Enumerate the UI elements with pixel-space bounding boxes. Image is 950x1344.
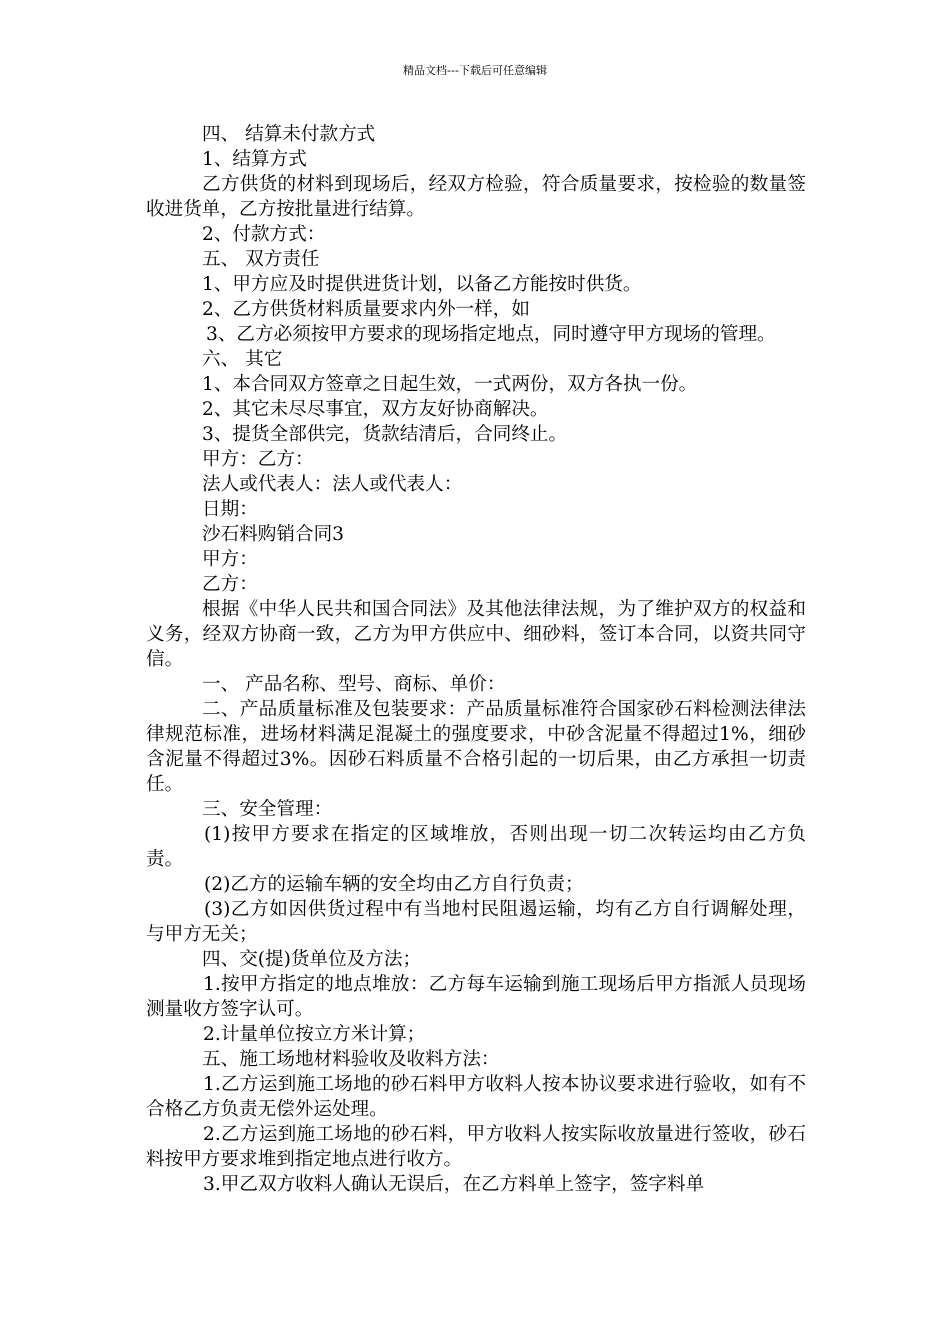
- clause-responsibility-1: 1、甲方应及时提供进货计划，以备乙方能按时供货。: [202, 274, 642, 295]
- clause-safety-1: (1)按甲方要求在指定的区域堆放，否则出现一切二次转运均由乙方负责。: [146, 824, 806, 870]
- contract-title: 沙石料购销合同3: [202, 524, 344, 545]
- clause-settlement-method: 1、结算方式: [202, 149, 307, 170]
- clause-delivery-2: 2.计量单位按立方米计算；: [203, 1024, 426, 1045]
- clause-payment-method: 2、付款方式：: [202, 224, 326, 245]
- signature-representatives: 法人或代表人：法人或代表人：: [202, 474, 463, 495]
- clause-safety-2: (2)乙方的运输车辆的安全均由乙方自行负责；: [204, 874, 584, 895]
- clause-responsibility-3: 3、乙方必须按甲方要求的现场指定地点，同时遵守甲方现场的管理。: [206, 324, 776, 345]
- clause-other-3: 3、提货全部供完，货款结清后，合同终止。: [202, 424, 568, 445]
- clause-responsibility-2: 2、乙方供货材料质量要求内外一样，如: [202, 299, 530, 320]
- paragraph-preamble: 根据《中华人民共和国合同法》及其他法律法规，为了维护双方的权益和义务，经双方协商一致，乙方为甲方供应中、细砂料，签订本合同，以资共同守信。: [146, 599, 806, 670]
- section-heading-acceptance: 五、施工场地材料验收及收料方法：: [202, 1049, 500, 1070]
- clause-safety-3: (3)乙方如因供货过程中有当地村民阻遏运输，均有乙方自行调解处理，与甲方无关；: [146, 899, 806, 945]
- clause-acceptance-1: 1.乙方运到施工场地的砂石料甲方收料人按本协议要求进行验收，如有不合格乙方负责无偿外运处理。: [146, 1074, 806, 1120]
- section-heading-settlement: 四、 结算未付款方式: [202, 124, 376, 145]
- clause-other-1: 1、本合同双方签章之日起生效，一式两份，双方各执一份。: [202, 374, 698, 395]
- section-heading-delivery: 四、交(提)货单位及方法；: [202, 949, 422, 970]
- section-heading-other: 六、 其它: [202, 349, 283, 370]
- party-b: 乙方：: [202, 574, 258, 595]
- clause-other-2: 2、其它未尽尽事宜，双方友好协商解决。: [202, 399, 549, 420]
- section-heading-responsibilities: 五、 双方责任: [202, 249, 320, 270]
- paragraph-settlement-detail: 乙方供货的材料到现场后，经双方检验，符合质量要求，按检验的数量签收进货单，乙方按批量进行结算。: [146, 174, 806, 220]
- signature-parties: 甲方：乙方：: [202, 449, 314, 470]
- clause-delivery-1: 1.按甲方指定的地点堆放：乙方每车运输到施工现场后甲方指派人员现场测量收方签字认可。: [146, 974, 806, 1020]
- signature-date: 日期：: [202, 499, 258, 520]
- document-body: [146, 122, 806, 1197]
- section-heading-product: 一、 产品名称、型号、商标、单价：: [202, 674, 506, 695]
- party-a: 甲方：: [202, 549, 258, 570]
- clause-acceptance-3: 3.甲乙双方收料人确认无误后，在乙方料单上签字，签字料单: [203, 1174, 705, 1195]
- page-header: 精品文档---下载后可任意编辑: [403, 64, 547, 77]
- paragraph-quality-standard: 二、产品质量标准及包装要求：产品质量标准符合国家砂石料检测法律法律规范标准，进场材料满足混凝土的强度要求，中砂含泥量不得超过1%，细砂含泥量不得超过3%。因砂石料质量不合格引起的一切后果，由乙方承担一切责任。: [146, 699, 806, 795]
- clause-acceptance-2: 2.乙方运到施工场地的砂石料，甲方收料人按实际收放量进行签收，砂石料按甲方要求堆到指定地点进行收方。: [146, 1124, 806, 1170]
- section-heading-safety: 三、安全管理：: [202, 799, 333, 820]
